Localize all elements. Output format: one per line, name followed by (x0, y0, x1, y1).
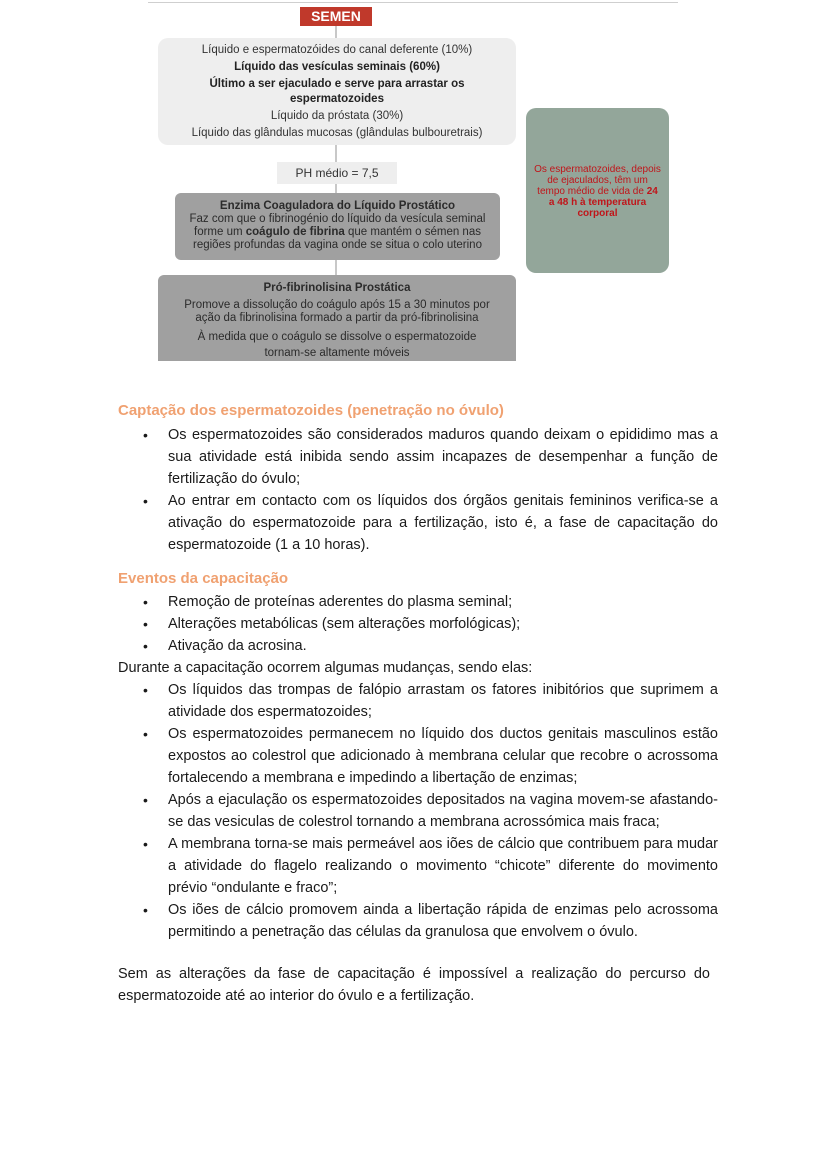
changes-intro: Durante a capacitação ocorrem algumas mudanças, sendo elas: (118, 660, 533, 676)
connector-line (335, 184, 337, 193)
semen-label: SEMEN (300, 7, 372, 26)
composition-item: Último a ser ejaculado e serve para arrastar os espermatozoides (209, 78, 465, 105)
profibrinolysin-text: Promove a dissolução do coágulo após 15 a 30 minutos por ação da fibrinolisina formado a partir da pró-fibrinolisina (184, 299, 490, 324)
ph-box: PH médio = 7,5 (277, 162, 397, 184)
composition-item: Líquido das vesículas seminais (60%) (234, 61, 440, 73)
composition-item: Líquido das glândulas mucosas (glândulas bulbouretrais) (191, 127, 483, 139)
profibrinolysin-title: Pró-fibrinolisina Prostática (263, 282, 411, 294)
top-rule (148, 2, 678, 3)
list-item: • Os iões de cálcio promovem ainda a libertação rápida de enzimas pelo acrossoma permitindo a penetração das células da granulosa que envolvem o óvulo. (138, 899, 718, 943)
list-item: • Os líquidos das trompas de falópio arrastam os fatores inibitórios que suprimem a atividade dos espermatozoides; (138, 679, 718, 723)
capture-list (138, 424, 718, 556)
section-heading: Eventos da capacitação (118, 570, 289, 587)
connector-line (335, 260, 337, 275)
list-item: • Ativação da acrosina. (138, 635, 718, 657)
list-item: • Após a ejaculação os espermatozoides depositados na vagina movem-se afastando-se das vesiculas de colestrol tornando a membrana acrossómica mais fraca; (138, 789, 718, 833)
enzyme-text: Faz com que o fibrinogénio do líquido da vesícula seminal forme um coágulo de fibrina que mantém o sémen nas regiões profundas da vagina onde se situa o colo uterino (189, 213, 486, 251)
enzyme-box (175, 193, 500, 260)
list-item: • Alterações metabólicas (sem alterações morfológicas); (138, 613, 718, 635)
composition-box (158, 38, 516, 145)
list-item: • A membrana torna-se mais permeável aos iões de cálcio que contribuem para mudar a atividade do flagelo realizando o movimento “chicote” diferente do movimento prévio “ondulante e fraco”; (138, 833, 718, 899)
conclusion-paragraph: Sem as alterações da fase de capacitação é impossível a realização do percurso do espermatozoide até ao interior do óvulo e a fertilização. (118, 966, 710, 1004)
composition-item: Líquido da próstata (30%) (270, 110, 404, 122)
list-item: • Os espermatozoides são considerados maduros quando deixam o epididimo mas a sua atividade está inibida sendo assim incapazes de desempenhar a função de fertilização do óvulo; (138, 424, 718, 490)
profibrinolysin-text: À medida que o coágulo se dissolve o espermatozoide tornam-se altamente móveis (197, 331, 477, 359)
section-heading: Captação dos espermatozoides (penetração no óvulo) (118, 402, 504, 419)
composition-item: Líquido e espermatozóides do canal deferente (10%) (201, 44, 473, 56)
list-item: • Ao entrar em contacto com os líquidos dos órgãos genitais femininos verifica-se a ativação do espermatozoide para a fertilização, isto é, a fase de capacitação do espermatozoide (1 a 10 horas). (138, 490, 718, 556)
connector-line (335, 26, 337, 38)
changes-list (138, 679, 718, 943)
list-item: • Remoção de proteínas aderentes do plasma seminal; (138, 591, 718, 613)
profibrinolysin-box (158, 275, 516, 361)
connector-line (335, 145, 337, 162)
lifespan-note: Os espermatozoides, depois de ejaculados, têm um tempo médio de vida de 24 a 48 h à temperatura corporal (526, 108, 669, 273)
list-item: • Os espermatozoides permanecem no líquido dos ductos genitais masculinos estão expostos ao colestrol que adicionado à membrana celular que recobre o acrossoma fortalecendo a membrana e impedindo a libertação de enzimas; (138, 723, 718, 789)
events-list (138, 591, 718, 657)
enzyme-title: Enzima Coaguladora do Líquido Prostático (219, 200, 456, 212)
